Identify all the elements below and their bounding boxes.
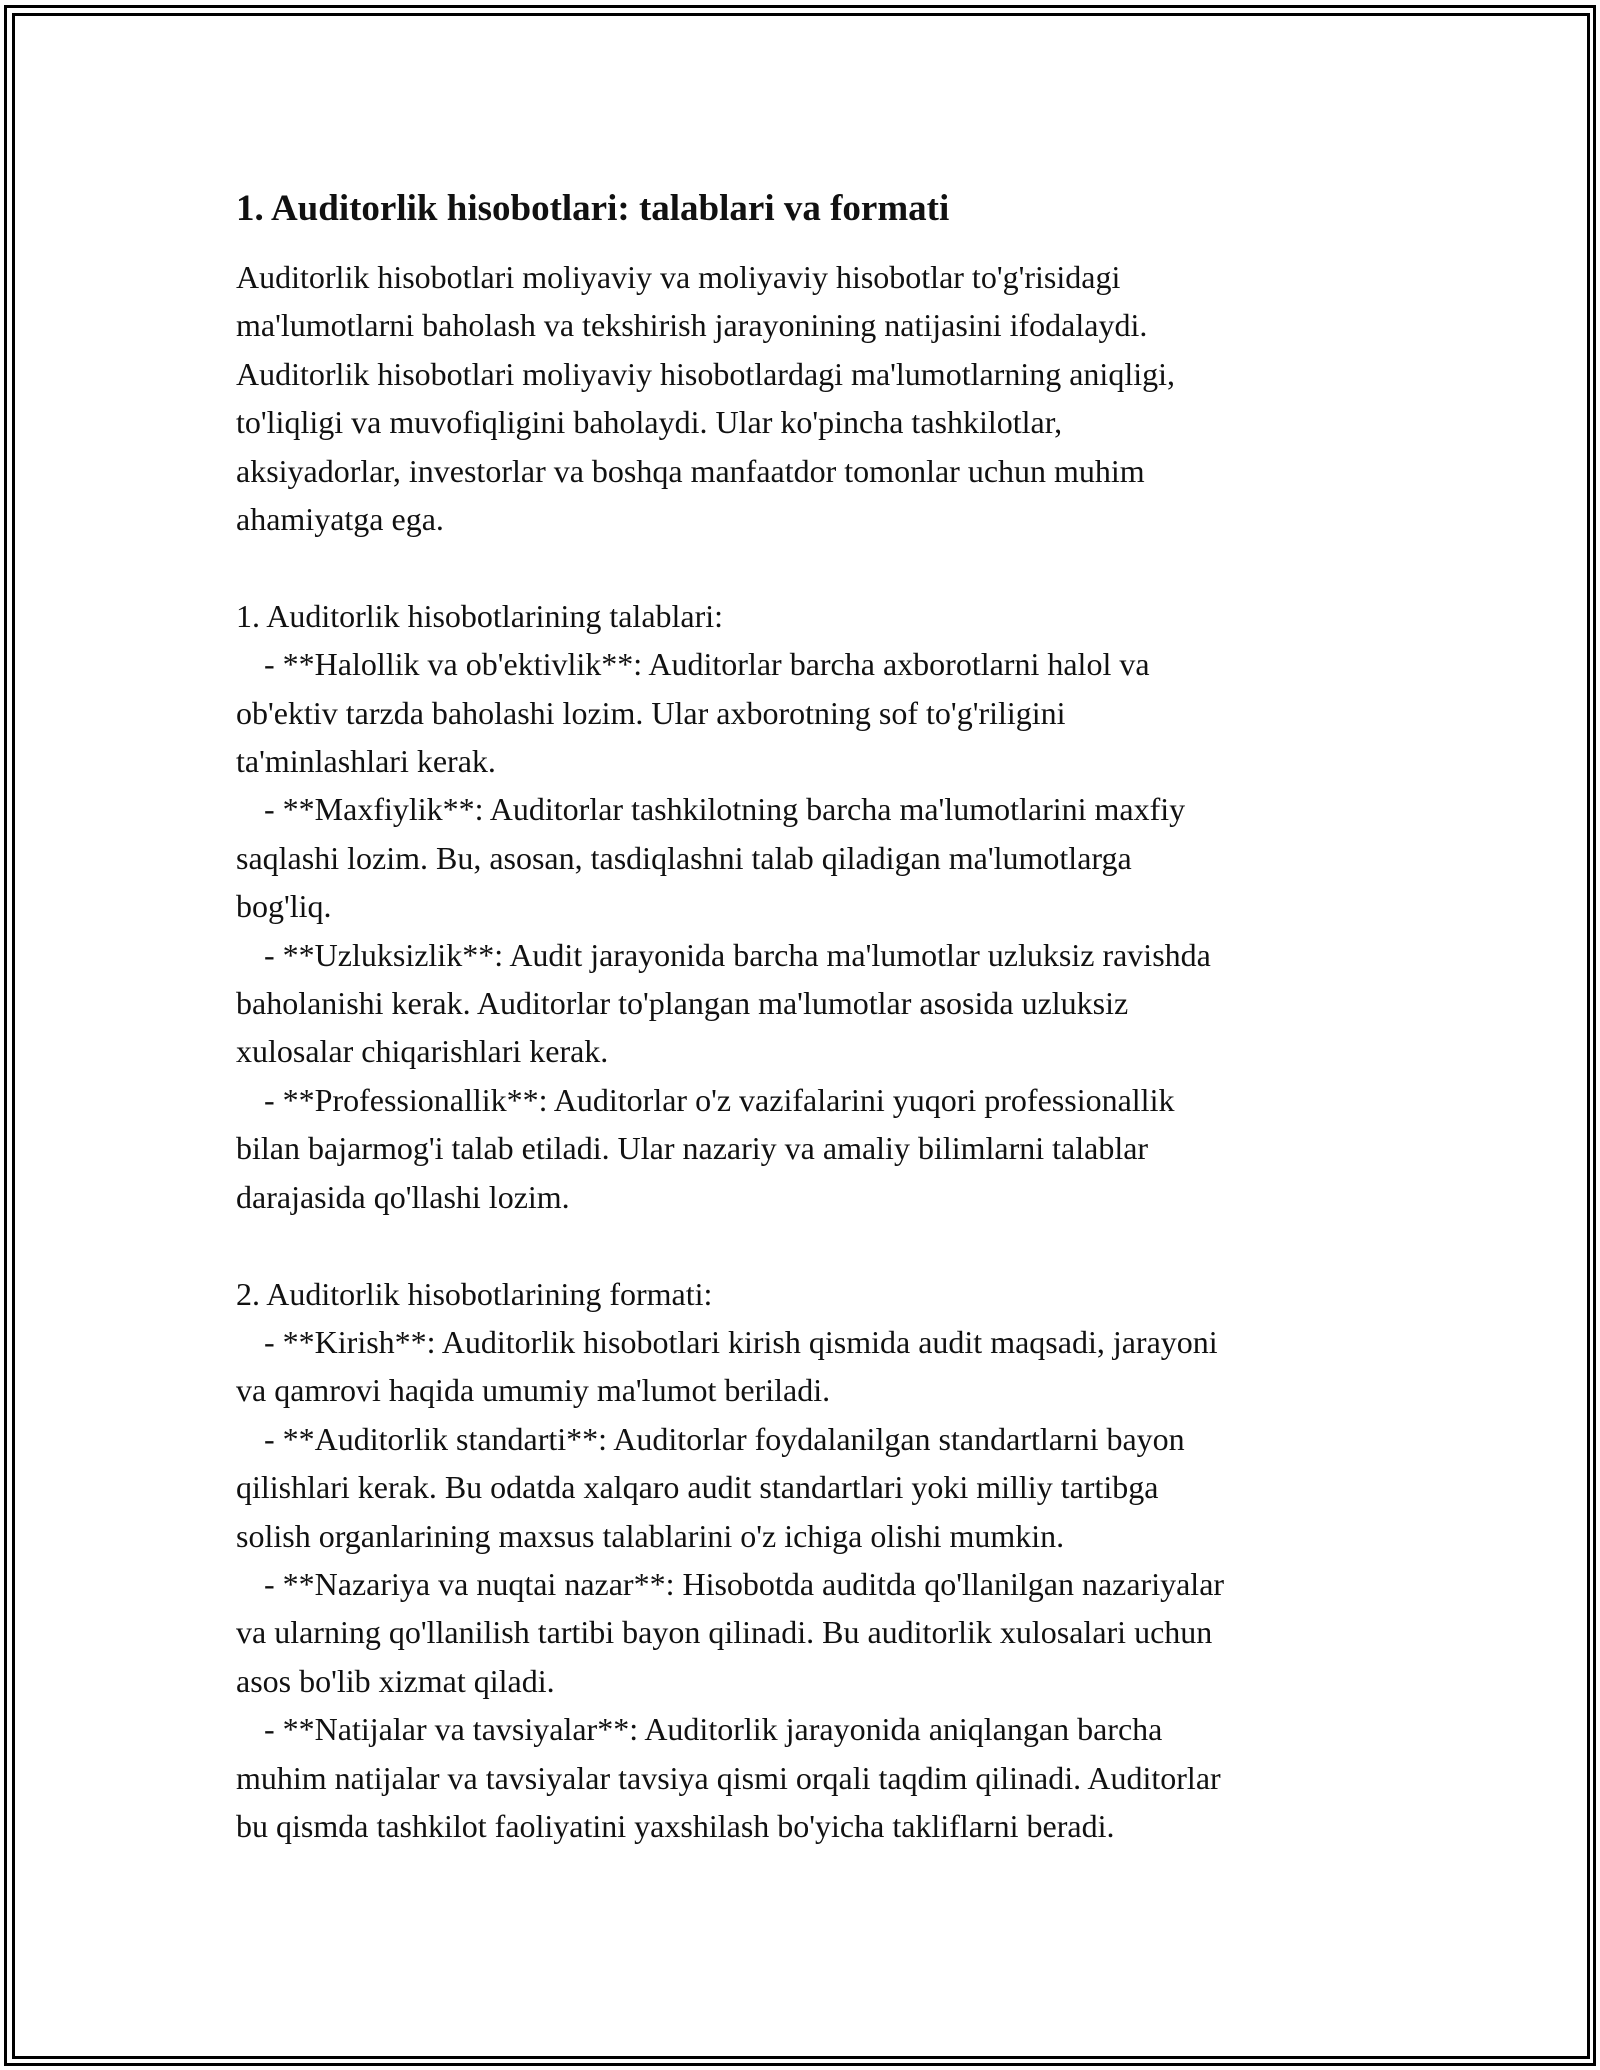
list-item-text: xulosalar chiqarishlari kerak. — [236, 1033, 609, 1070]
list-item — [236, 640, 1376, 785]
list-item-lead: - **Auditorlik standarti**: Auditorlar foydalanilgan standartlarni bayon — [264, 1420, 1185, 1457]
list-item-lead: - **Halollik va ob'ektivlik**: Auditorlar barcha axborotlarni halol va — [264, 646, 1150, 683]
list-item-text: solish organlarining maxsus talablarini o'z ichiga olishi mumkin. — [236, 1517, 1065, 1554]
list-item-lead: - **Professionallik**: Auditorlar o'z vazifalarini yuqori professionallik — [264, 1081, 1175, 1118]
list-item — [236, 1076, 1376, 1221]
list-item-text: darajasida qo'llashi lozim. — [236, 1178, 570, 1215]
list-item — [236, 785, 1376, 930]
list-item — [236, 931, 1376, 1076]
list-item-lead: - **Nazariya va nuqtai nazar**: Hisobotda auditda qo'llanilgan nazariyalar — [264, 1565, 1225, 1602]
page-title: 1. Auditorlik hisobotlari: talablari va formati — [236, 188, 950, 229]
list-item-lead: - **Uzluksizlik**: Audit jarayonida barcha ma'lumotlar uzluksiz ravishda — [264, 936, 1211, 973]
section-title: 1. Auditorlik hisobotlarining talablari: — [236, 597, 724, 634]
intro-line: to'liqligi va muvofiqligini baholaydi. Ular ko'pincha tashkilotlar, — [236, 404, 1063, 441]
blank-line — [236, 543, 1376, 591]
list-item-text: qilishlari kerak. Bu odatda xalqaro audit standartlari yoki milliy tartibga — [236, 1469, 1159, 1506]
list-item-text: bu qismda tashkilot faoliyatini yaxshilash bo'yicha takliflarni beradi. — [236, 1807, 1115, 1844]
list-item-lead: - **Kirish**: Auditorlik hisobotlari kirish qismida audit maqsadi, jarayoni — [264, 1323, 1218, 1360]
list-item — [236, 1415, 1376, 1560]
list-item-text: va ularning qo'llanilish tartibi bayon qilinadi. Bu auditorlik xulosalari uchun — [236, 1614, 1213, 1651]
list-item-lead: - **Natijalar va tavsiyalar**: Auditorlik jarayonida aniqlangan barcha — [264, 1711, 1163, 1748]
list-item-text: baholanishi kerak. Auditorlar to'plangan ma'lumotlar asosida uzluksiz — [236, 985, 1129, 1022]
list-item — [236, 1705, 1376, 1850]
list-item-text: ob'ektiv tarzda baholashi lozim. Ular axborotning sof to'g'riligini — [236, 694, 1066, 731]
intro-line: ahamiyatga ega. — [236, 501, 444, 538]
section-title: 2. Auditorlik hisobotlarining formati: — [236, 1275, 713, 1312]
section-requirements — [236, 592, 1376, 1221]
intro-line: Auditorlik hisobotlari moliyaviy hisobotlardagi ma'lumotlarning aniqligi, — [236, 355, 1175, 392]
list-item — [236, 1318, 1376, 1415]
list-item-text: va qamrovi haqida umumiy ma'lumot beriladi. — [236, 1372, 831, 1409]
intro-line: Auditorlik hisobotlari moliyaviy va moliyaviy hisobotlar to'g'risidagi — [236, 259, 1121, 295]
list-item-text: bilan bajarmog'i talab etiladi. Ular nazariy va amaliy bilimlarni talablar — [236, 1130, 1149, 1167]
document-body — [236, 185, 1376, 1850]
list-item-text: ta'minlashlari kerak. — [236, 743, 496, 780]
list-item-text: asos bo'lib xizmat qiladi. — [236, 1662, 555, 1699]
list-item-text: bog'liq. — [236, 888, 332, 925]
section-format — [236, 1270, 1376, 1851]
blank-line — [236, 1221, 1376, 1269]
intro-line: ma'lumotlarni baholash va tekshirish jarayonining natijasini ifodalaydi. — [236, 307, 1148, 344]
intro-line: aksiyadorlar, investorlar va boshqa manfaatdor tomonlar uchun muhim — [236, 452, 1145, 489]
list-item-text: muhim natijalar va tavsiyalar tavsiya qismi orqali taqdim qilinadi. Auditorlar — [236, 1759, 1221, 1796]
intro-paragraph — [236, 253, 1376, 543]
list-item-text: saqlashi lozim. Bu, asosan, tasdiqlashni talab qiladigan ma'lumotlarga — [236, 839, 1132, 876]
list-item-lead: - **Maxfiylik**: Auditorlar tashkilotning barcha ma'lumotlarini maxfiy — [264, 791, 1186, 828]
list-item — [236, 1560, 1376, 1705]
